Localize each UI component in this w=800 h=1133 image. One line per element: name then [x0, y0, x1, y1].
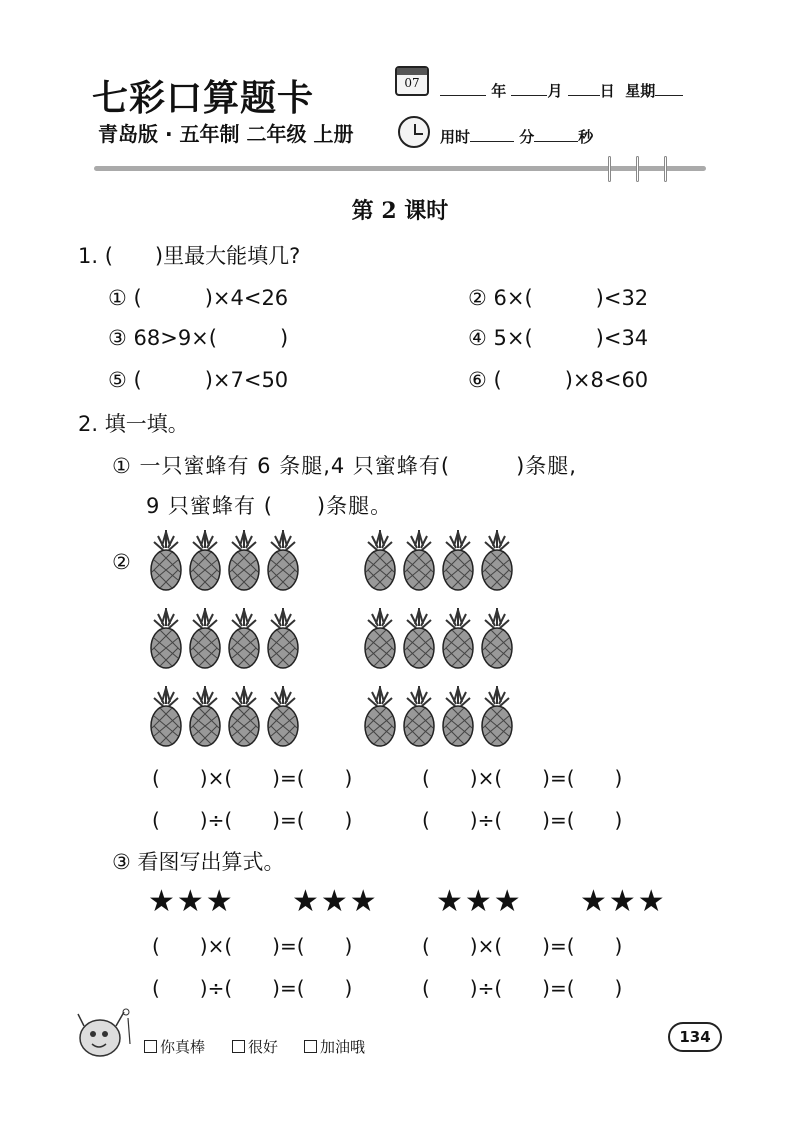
checkbox-icon[interactable] [144, 1040, 157, 1053]
second-label: 秒 [578, 128, 594, 146]
pineapple-icon [265, 686, 301, 748]
pineapple-icon [148, 608, 184, 670]
checkbox-icon[interactable] [232, 1040, 245, 1053]
pineapple-icon [265, 530, 301, 592]
pineapple-icon [226, 608, 262, 670]
q2-item2-div-eq-left[interactable]: ( )÷( )=( ) [152, 808, 353, 832]
mascot-icon [70, 1004, 136, 1064]
pineapple-icon [187, 530, 223, 592]
pineapple-icon [401, 686, 437, 748]
q2-item3-title: ③ 看图写出算式。 [112, 850, 285, 874]
pineapple-icon [362, 686, 398, 748]
rating-excellent[interactable] [144, 1036, 205, 1057]
q2-item3-div-eq-left[interactable]: ( )÷( )=( ) [152, 976, 353, 1000]
calendar-day: 07 [404, 76, 420, 90]
pineapple-row [362, 530, 515, 592]
pineapple-icon [362, 530, 398, 592]
minute-label: 分 [519, 128, 535, 146]
q1-title: 1. ( )里最大能填几? [78, 244, 301, 268]
binder-clip [636, 156, 639, 182]
checkbox-icon[interactable] [304, 1040, 317, 1053]
q1-item[interactable]: ⑥ ( )×8<60 [468, 368, 649, 392]
binder-clip [608, 156, 611, 182]
binder-clip [664, 156, 667, 182]
date-fill-line [440, 80, 683, 101]
star-group: ★★★ [148, 884, 235, 919]
pineapple-icon [362, 608, 398, 670]
pineapple-row [148, 608, 301, 670]
page-number: 134 [668, 1022, 722, 1052]
pineapple-icon [187, 608, 223, 670]
q2-item1-line1[interactable]: ① 一只蜜蜂有 6 条腿,4 只蜜蜂有( )条腿, [112, 454, 577, 478]
q2-title: 2. 填一填。 [78, 412, 189, 436]
calendar-icon [395, 66, 429, 96]
rating-label: 很好 [248, 1038, 279, 1056]
pineapple-row [362, 608, 515, 670]
edition-label: 青岛版 · 五年制 二年级 上册 [98, 122, 354, 146]
rating-label: 加油哦 [320, 1038, 366, 1056]
pineapple-icon [226, 686, 262, 748]
star-group: ★★★ [292, 884, 379, 919]
pineapple-icon [440, 530, 476, 592]
q1-item[interactable]: ① ( )×4<26 [108, 286, 289, 310]
pineapple-icon [226, 530, 262, 592]
pineapple-icon [148, 686, 184, 748]
rating-good[interactable] [232, 1036, 278, 1057]
pineapple-icon [440, 686, 476, 748]
pineapple-row [148, 686, 301, 748]
pineapple-row [362, 686, 515, 748]
pineapple-icon [401, 530, 437, 592]
year-label: 年 [491, 82, 507, 100]
q2-item2-mult-eq-right[interactable]: ( )×( )=( ) [422, 766, 623, 790]
q1-item[interactable]: ② 6×( )<32 [468, 286, 649, 310]
day-label: 日 [599, 82, 615, 100]
brand-logo: 七彩口算题卡 [92, 77, 315, 119]
pineapple-icon [148, 530, 184, 592]
month-label: 月 [547, 82, 563, 100]
pineapple-icon [479, 608, 515, 670]
q2-item3-mult-eq-right[interactable]: ( )×( )=( ) [422, 934, 623, 958]
q2-item2-mult-eq-left[interactable]: ( )×( )=( ) [152, 766, 353, 790]
pineapple-icon [479, 530, 515, 592]
time-label: 用时 [440, 128, 471, 146]
pineapple-group-left [148, 530, 301, 748]
rating-label: 你真棒 [160, 1038, 206, 1056]
time-fill-line [440, 126, 593, 147]
rating-keep-going[interactable] [304, 1036, 365, 1057]
pineapple-row [148, 530, 301, 592]
pineapple-icon [265, 608, 301, 670]
pineapple-icon [479, 686, 515, 748]
pineapple-icon [187, 686, 223, 748]
clock-icon [398, 116, 430, 148]
weekday-label: 星期 [625, 82, 656, 100]
pineapple-icon [440, 608, 476, 670]
pineapple-icon [401, 608, 437, 670]
lesson-title: 第 2 课时 [351, 198, 449, 224]
q2-item3-div-eq-right[interactable]: ( )÷( )=( ) [422, 976, 623, 1000]
q2-item2-div-eq-right[interactable]: ( )÷( )=( ) [422, 808, 623, 832]
q2-item3-mult-eq-left[interactable]: ( )×( )=( ) [152, 934, 353, 958]
q1-item[interactable]: ③ 68>9×( ) [108, 326, 289, 350]
q1-item[interactable]: ⑤ ( )×7<50 [108, 368, 289, 392]
pineapple-group-right [362, 530, 515, 748]
header-divider [94, 166, 706, 171]
q2-item2-label: ② [112, 550, 131, 574]
star-group: ★★★ [436, 884, 523, 919]
q2-item1-line2[interactable]: 9 只蜜蜂有 ( )条腿。 [146, 494, 393, 518]
q1-item[interactable]: ④ 5×( )<34 [468, 326, 649, 350]
star-group: ★★★ [580, 884, 667, 919]
